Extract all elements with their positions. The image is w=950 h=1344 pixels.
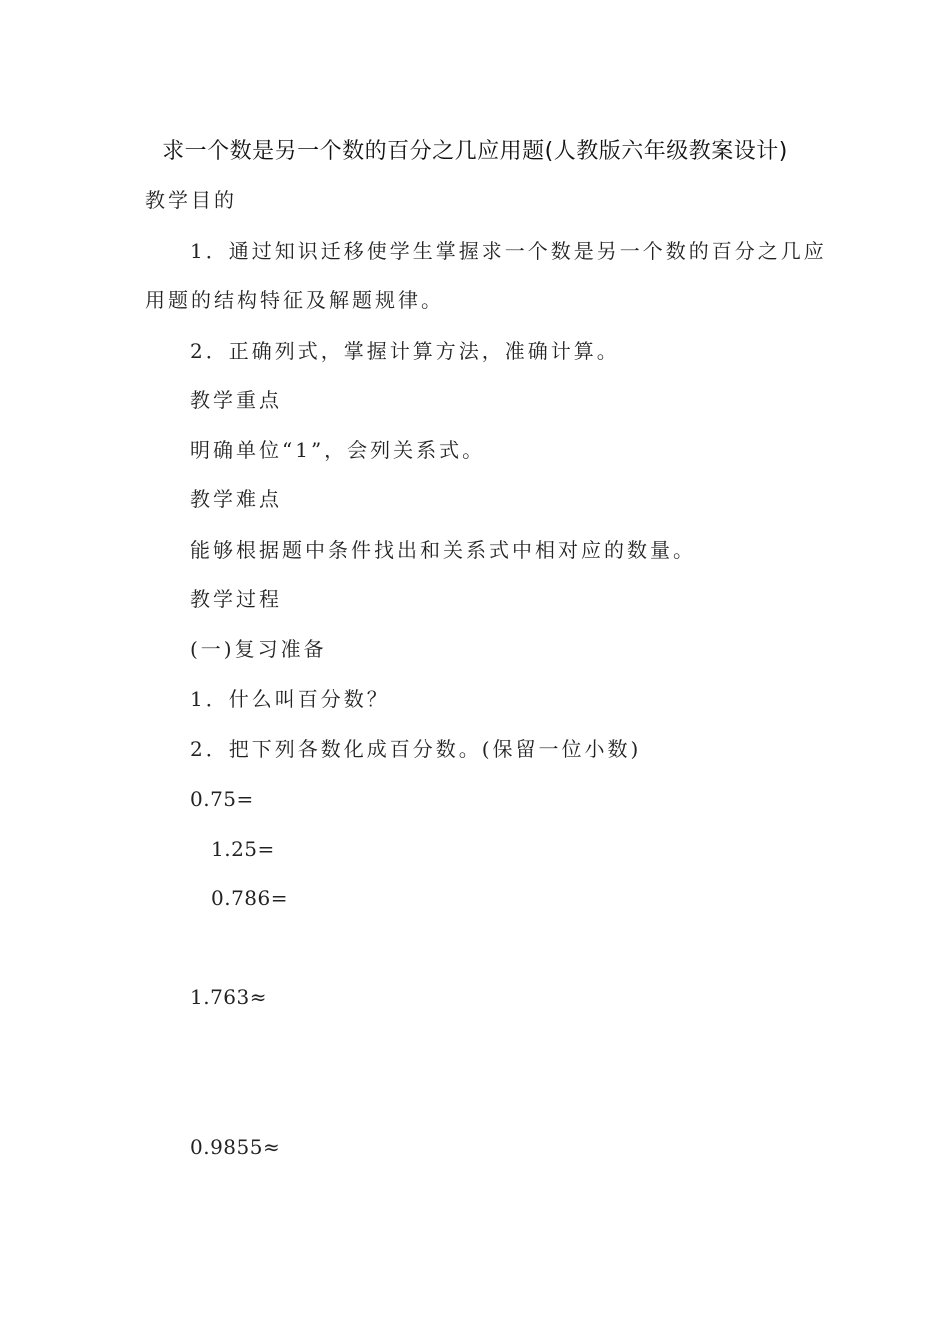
objective-2: 2．正确列式，掌握计算方法，准确计算。: [190, 339, 620, 363]
question-2: 2．把下列各数化成百分数。(保留一位小数): [190, 737, 642, 761]
heading-objectives: 教学目的: [145, 188, 237, 212]
heading-key-points: 教学重点: [190, 388, 282, 412]
exercise-item: 1.763≈: [190, 985, 268, 1009]
document-title: 求一个数是另一个数的百分之几应用题(人教版六年级教案设计): [162, 139, 788, 164]
key-points-text: 明确单位“1”，会列关系式。: [190, 438, 486, 462]
heading-difficulties: 教学难点: [190, 487, 282, 511]
exercise-item: 0.9855≈: [190, 1135, 281, 1159]
heading-process: 教学过程: [190, 587, 282, 611]
exercise-item: 0.786=: [211, 886, 289, 910]
section-review: (一)复习准备: [190, 637, 327, 661]
question-1: 1．什么叫百分数？: [190, 687, 390, 711]
objective-1-line-2: 用题的结构特征及解题规律。: [145, 288, 444, 312]
objective-1-line-1: 1．通过知识迁移使学生掌握求一个数是另一个数的百分之几应: [190, 239, 827, 263]
exercise-item: 1.25=: [211, 837, 275, 861]
exercise-item: 0.75=: [190, 787, 254, 811]
difficulties-text: 能够根据题中条件找出和关系式中相对应的数量。: [190, 538, 696, 562]
